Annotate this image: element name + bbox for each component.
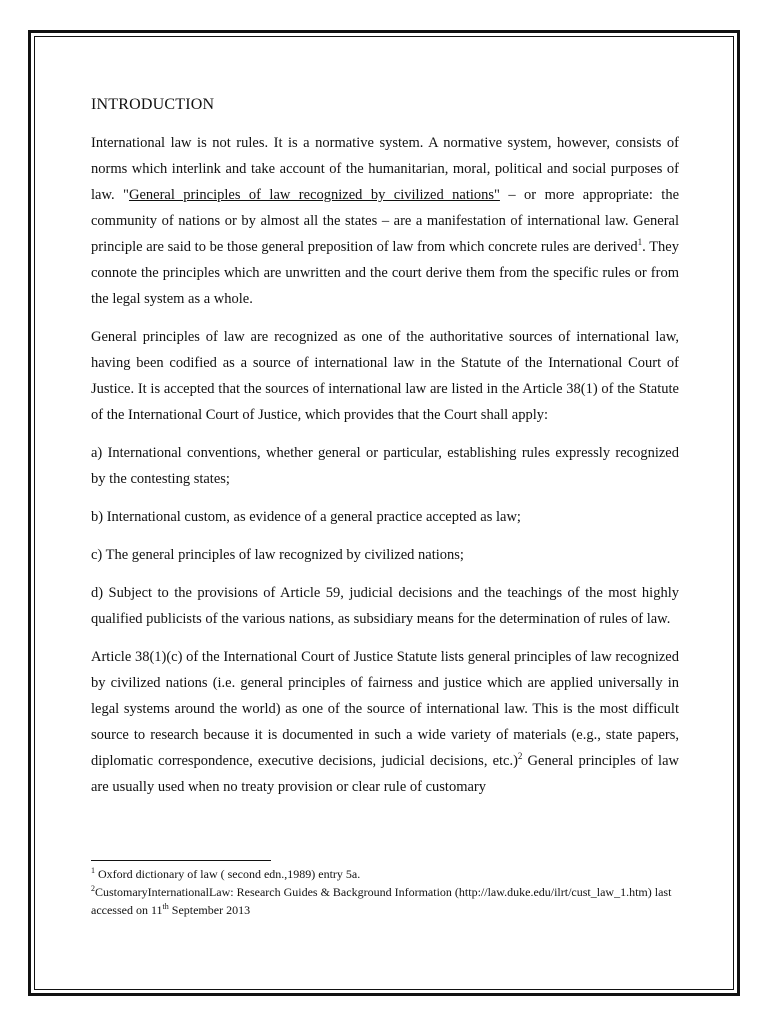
underlined-quote: General principles of law recognized by civilized nations" [128, 187, 500, 203]
paragraph-3: Article 38(1)(c) of the International Court of Justice Statute lists general principles of law recognized by civilized nations (i.e. general principles of fairness and justice which are applied universally in legal systems around the world) as one of the source of international law. This is the most difficult source to research because it is documented in such a wide variety of materials (e.g., state papers, diplomatic correspondence, executive decisions, judicial decisions, etc.)$^2$ General principles of law are usually used when no treaty provision or clear rule of customary [91, 649, 679, 795]
footnote-1: $^1$ Oxford dictionary of law ( second edn.,1989) entry 5a. [91, 866, 361, 881]
section-heading: INTRODUCTION [91, 96, 215, 113]
paragraph-2: General principles of law are recognized as one of the authoritative sources of international law, having been codified as a source of international law in the Statute of the International Court of Justice. It is accepted that the sources of international law are listed in the Article 38(1) of the Statute of the International Court of Justice, which provides that the Court shall apply: [91, 329, 679, 423]
document-body [91, 92, 679, 812]
list-item-a: a) International conventions, whether general or particular, establishing rules expressly recognized by the contesting states; [91, 445, 679, 487]
paragraph-1: International law is not rules. It is a normative system. A normative system, however, consists of norms which interlink and take account of the humanitarian, moral, political and social purposes of law. "General principles of law recognized by civilized nations" – or more appropriate: the community of nations or by almost all the states – are a manifestation of international law. General principle are said to be those general preposition of law from which concrete rules are derived$^1$. They connote the principles which are unwritten and the court derive them from the specific rules or from the legal system as a whole. [91, 135, 679, 307]
footnote-divider [91, 860, 271, 861]
list-item-d: d) Subject to the provisions of Article 59, judicial decisions and the teachings of the most highly qualified publicists of the various nations, as subsidiary means for the determination of rules of law. [91, 585, 679, 627]
list-item-c: c) The general principles of law recognized by civilized nations; [91, 547, 464, 563]
list-item-b: b) International custom, as evidence of a general practice accepted as law; [91, 509, 521, 525]
footnote-ref-2[interactable]: 2 [517, 751, 523, 761]
footnotes [91, 860, 679, 919]
footnote-2: $^2$CustomaryInternationalLaw: Research Guides & Background Information (http://law.duke.edu/ilrt/cust_law_1.htm) last accessed on 11th September 2013 [91, 884, 672, 917]
footnote-ref-1[interactable]: 1 [637, 237, 643, 247]
